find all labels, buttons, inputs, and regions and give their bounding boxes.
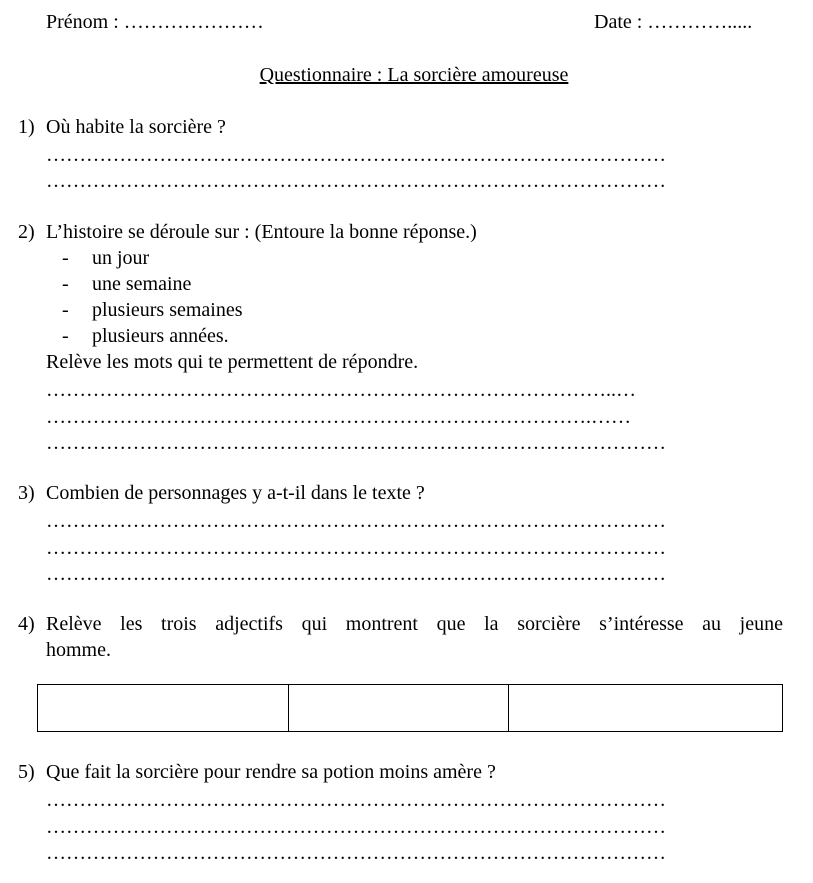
question-5-number: 5): [18, 761, 35, 783]
question-2-text: L’histoire se déroule sur : (Entoure la bonne réponse.): [46, 221, 477, 243]
date-field: Date : ………….....: [594, 11, 753, 33]
option-dash: -: [62, 273, 69, 295]
question-5-answer-line[interactable]: …………………………………………………………………………………: [46, 816, 666, 838]
question-2-answer-line[interactable]: …………………………………………………………………………..…: [46, 379, 636, 401]
option-une-semaine[interactable]: une semaine: [92, 273, 192, 295]
page-title: Questionnaire : La sorcière amoureuse: [259, 64, 569, 86]
question-3-number: 3): [18, 482, 35, 504]
question-5-answer-line[interactable]: …………………………………………………………………………………: [46, 789, 666, 811]
question-3-answer-line[interactable]: …………………………………………………………………………………: [46, 537, 666, 559]
question-3-answer-line[interactable]: …………………………………………………………………………………: [46, 510, 666, 532]
prenom-field: Prénom : …………………: [46, 11, 264, 33]
question-4-text-line1: Relève les trois adjectifs qui montrent que la sorcière s’intéresse au jeune: [46, 613, 783, 635]
adjective-cell-2[interactable]: [289, 685, 509, 732]
option-dash: -: [62, 325, 69, 347]
option-dash: -: [62, 299, 69, 321]
question-5-text: Que fait la sorcière pour rendre sa potion moins amère ?: [46, 761, 496, 783]
question-2-followup: Relève les mots qui te permettent de répondre.: [46, 351, 419, 373]
option-un-jour[interactable]: un jour: [92, 247, 150, 269]
question-2-answer-line[interactable]: …………………………………………………………………………………: [46, 432, 666, 454]
question-1-answer-line[interactable]: …………………………………………………………………………………: [46, 144, 666, 166]
question-4-text-line2: homme.: [46, 639, 111, 661]
question-2-number: 2): [18, 221, 35, 243]
adjective-cell-3[interactable]: [509, 685, 783, 732]
question-1-answer-line[interactable]: …………………………………………………………………………………: [46, 170, 666, 192]
question-4-number: 4): [18, 613, 35, 635]
option-plusieurs-annees[interactable]: plusieurs années.: [92, 325, 229, 347]
adjective-cell-1[interactable]: [38, 685, 289, 732]
question-1-number: 1): [18, 116, 35, 138]
question-5-answer-line[interactable]: …………………………………………………………………………………: [46, 842, 666, 864]
adjectives-table: [37, 684, 783, 732]
question-3-text: Combien de personnages y a-t-il dans le texte ?: [46, 482, 425, 504]
question-2-answer-line[interactable]: ……………………………………………………………………….……: [46, 406, 631, 428]
question-3-answer-line[interactable]: …………………………………………………………………………………: [46, 563, 666, 585]
option-plusieurs-semaines[interactable]: plusieurs semaines: [92, 299, 243, 321]
option-dash: -: [62, 247, 69, 269]
question-1-text: Où habite la sorcière ?: [46, 116, 226, 138]
